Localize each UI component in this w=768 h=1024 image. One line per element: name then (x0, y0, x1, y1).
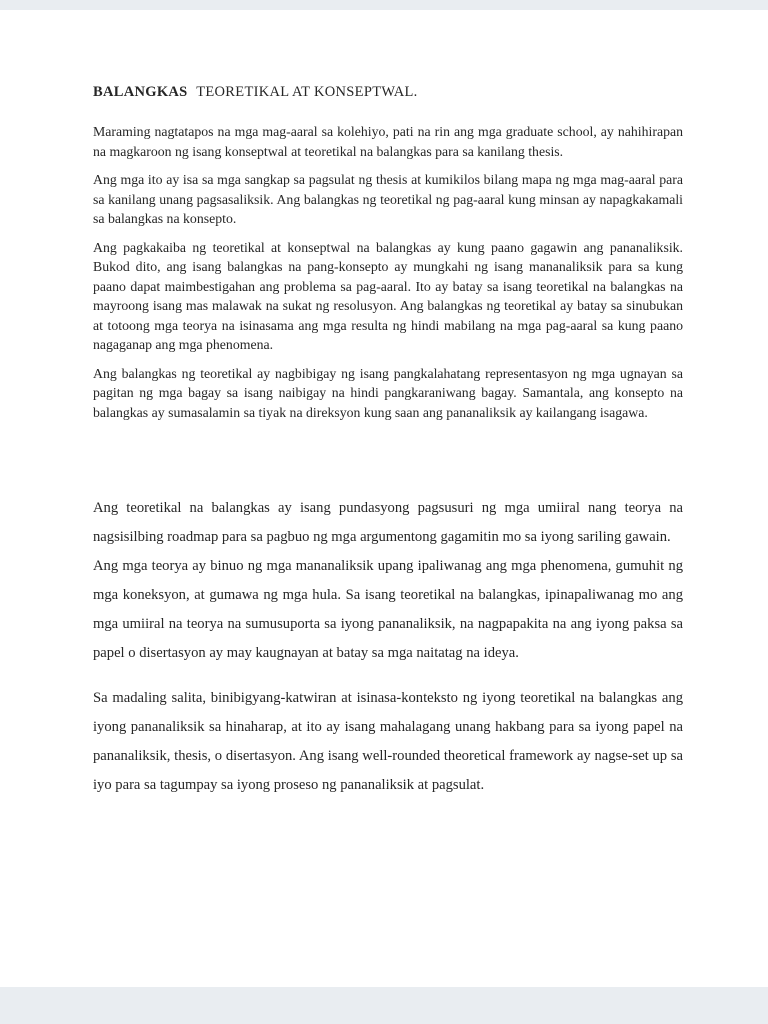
paragraph-1: Maraming nagtatapos na mga mag-aaral sa kolehiyo, pati na rin ang mga graduate school, ay nahihirapan na magkaroon ng isang konseptwal at teoretikal na balangkas para sa kanilang thesis. (93, 124, 683, 159)
section-teoretikal-framework (93, 494, 683, 800)
paragraph-4: Ang balangkas ng teoretikal ay nagbibigay ng isang pangkalahatang representasyon ng mga ugnayan sa pagitan ng mga bagay sa isang naibigay na hindi pangkaraniwang bagay. Samantala, ang konsepto na balangkas ay sumasalamin sa tiyak na direksyon kung saan ang pananaliksik ay kailangang isagawa. (93, 365, 683, 420)
section-konseptwal-vs-teoretikal (93, 122, 683, 422)
paragraph-7: Sa madaling salita, binibigyang-katwiran at isinasa-konteksto ng iyong teoretikal na balangkas ang iyong pananaliksik sa hinaharap, at ito ay isang mahalagang unang hakbang para sa iyong papel na pananaliksik, thesis, o disertasyon. Ang isang well-rounded theoretical framework ay nagse-set up sa iyo para sa tagumpay sa iyong proseso ng pananaliksik at pagsulat. (93, 690, 683, 793)
title-rest-text: TEORETIKAL AT KONSEPTWAL. (192, 84, 418, 100)
paragraph-3: Ang pagkakaiba ng teoretikal at konseptwal na balangkas ay kung paano gagawin ang pananaliksik. Bukod dito, ang isang balangkas na pang-konsepto ay mungkahi ng isang mananaliksik para sa kung paano dapat maimbestigahan ang problema sa pag-aaral. Ito ay batay sa isang teoretikal na balangkas na mayroong isang mas malawak na sukat ng resolusyon. Ang balangkas ng teoretikal ay batay sa sinubukan at totoong mga teorya na isinasama ang mga resulta ng hindi mabilang na mga pag-aaral sa kung paano nagaganap ang mga phenomena. (93, 239, 683, 352)
paragraph-2: Ang mga ito ay isa sa mga sangkap sa pagsulat ng thesis at kumikilos bilang mapa ng mga mag-aaral para sa kanilang unang pagsasaliksik. Ang balangkas ng teoretikal ng pag-aaral kung minsan ay napagkakamali sa balangkas na konsepto. (93, 172, 683, 226)
paragraph-5: Ang teoretikal na balangkas ay isang pundasyong pagsusuri ng mga umiiral nang teorya na nagsisilbing roadmap para sa pagbuo ng mga argumentong gagamitin mo sa iyong sariling gawain. (93, 500, 683, 545)
document-page (0, 10, 768, 987)
title-lead-word: BALANGKAS (93, 84, 188, 100)
paragraph-6: Ang mga teorya ay binuo ng mga mananaliksik upang ipaliwanag ang mga phenomena, gumuhit ng mga koneksyon, at gumawa ng mga hula. Sa isang teoretikal na balangkas, ipinapaliwanag mo ang mga umiiral na teorya na sumusuporta sa iyong pananaliksik, na nagpapakita na ang iyong paksa sa papel o disertasyon ay may kaugnayan at batay sa mga naitatag na ideya. (93, 558, 683, 661)
document-title (93, 84, 683, 101)
